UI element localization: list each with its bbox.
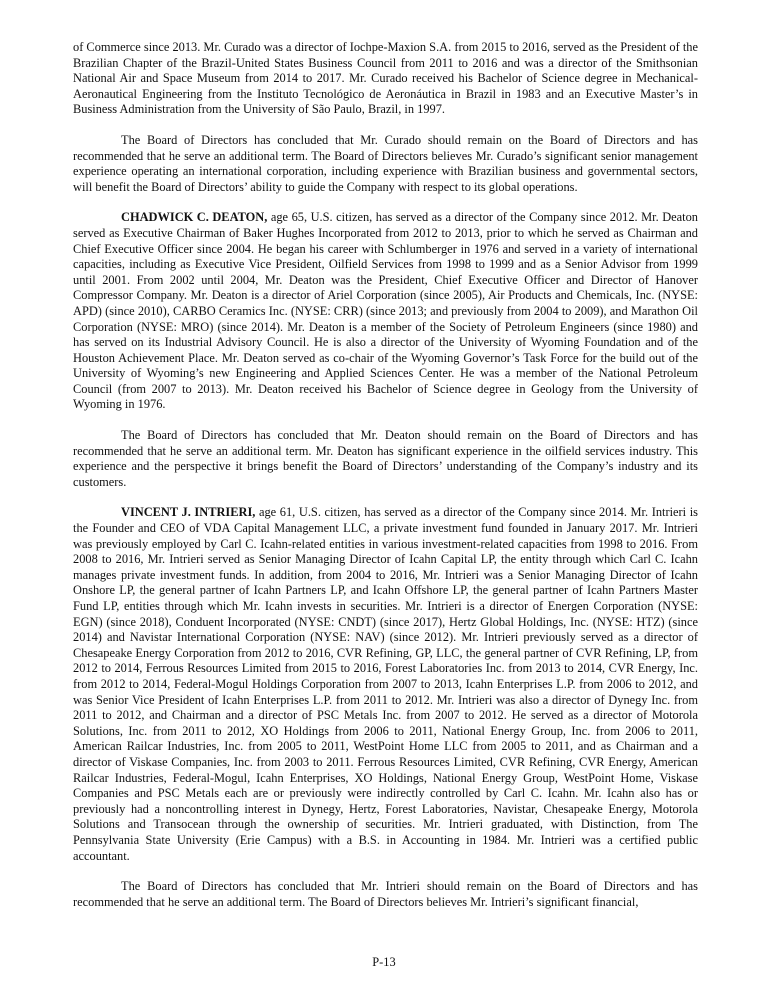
paragraph-curado-conclusion: The Board of Directors has concluded that Mr. Curado should remain on the Board of Directors and has recommended that he serve an additional term. The Board of Directors believes Mr. Curado’s significant senior management experience operating an international corporation, including experience with Brazilian business and governmental sectors, will benefit the Board of Directors’ ability to guide the Company with respect to its global operations. xyxy=(73,132,698,194)
paragraph-intrieri-bio xyxy=(73,505,698,864)
deaton-bio-text: age 65, U.S. citizen, has served as a director of the Company since 2012. Mr. Deaton served as Executive Chairman of Baker Hughes Incorporated from 2012 to 2013, prior to which he served as Chairman and Chief Executive Officer since 2004. He began his career with Schlumberger in 1976 and served in a variety of international capacities, including as Executive Vice President, Oilfield Services from 1998 to 1999 and as a Senior Advisor from 1999 until 2001. From 2002 until 2004, Mr. Deaton was the President, Chief Executive Officer and Director of Hanover Compressor Company. Mr. Deaton is a director of Ariel Corporation (since 2005), Air Products and Chemicals, Inc. (NYSE: APD) (since 2010), CARBO Ceramics Inc. (NYSE: CRR) (since 2013; and previously from 2004 to 2009), and Marathon Oil Corporation (NYSE: MRO) (since 2014). Mr. Deaton is a member of the Society of Petroleum Engineers (since 1980) and has served on its Industrial Advisory Council. He is also a director of the University of Wyoming Foundation and of the Houston Achievement Place. Mr. Deaton served as co-chair of the Wyoming Governor’s Task Force for the build out of the University of Wyoming’s new Engineering and Applied Sciences Center. He was a member of the National Petroleum Council (from 2007 to 2013). Mr. Deaton received his Bachelor of Science degree in Geology from the University of Wyoming in 1976. xyxy=(73,210,698,412)
intrieri-bio-text: age 61, U.S. citizen, has served as a director of the Company since 2014. Mr. Intrieri is the Founder and CEO of VDA Capital Management LLC, a private investment fund founded in January 2017. Mr. Intrieri was previously employed by Carl C. Icahn-related entities in various investment-related capacities from 1998 to 2016. From 2008 to 2016, Mr. Intrieri served as Senior Managing Director of Icahn Capital LP, the entity through which Carl C. Icahn manages private investment funds. In addition, from 2004 to 2016, Mr. Intrieri was a Senior Managing Director of Icahn Onshore LP, the general partner of Icahn Partners LP, and Icahn Offshore LP, the general partner of Icahn Partners Master Fund LP, entities through which Mr. Icahn invests in securities. Mr. Intrieri is a director of Energen Corporation (NYSE: EGN) (since 2018), Conduent Incorporated (NYSE: CNDT) (since 2017), Hertz Global Holdings, Inc. (NYSE: HTZ) (since 2014) and Navistar International Corporation (NYSE: NAV) (since 2012). Mr. Intrieri previously served as a director of Chesapeake Energy Corporation from 2012 to 2016, CVR Refining, GP, LLC, the general partner of CVR Refining, LP, from 2012 to 2014, Ferrous Resources Limited from 2015 to 2016, Forest Laboratories Inc. from 2013 to 2014, CVR Energy, Inc. from 2012 to 2014, Federal-Mogul Holdings Corporation from 2007 to 2013, Icahn Enterprises L.P. from 2006 to 2012, and was Senior Vice President of Icahn Enterprises L.P. from 2011 to 2012. Mr. Intrieri was also a director of Dynegy Inc. from 2011 to 2012, and Chairman and a director of PSC Metals Inc. from 2007 to 2012. He served as a director of Motorola Solutions, Inc. from 2011 to 2012, XO Holdings from 2006 to 2011, National Energy Group, Inc. from 2006 to 2011, American Railcar Industries, Inc. from 2005 to 2011, WestPoint Home LLC from 2005 to 2011, and as Chairman and a director of Viskase Companies, Inc. from 2003 to 2011. Ferrous Resources Limited, CVR Refining, CVR Energy, American Railcar Industries, Federal-Mogul, Icahn Enterprises, XO Holdings, National Energy Group, WestPoint Home, Viskase Companies and PSC Metals each are or previously were indirectly controlled by Carl C. Icahn. Mr. Icahn also has or previously had a noncontrolling interest in Dynegy, Hertz, Forest Laboratories, Navistar, Chesapeake Energy, Motorola Solutions and Transocean through the ownership of securities. Mr. Intrieri graduated, with Distinction, from The Pennsylvania State University (Erie Campus) with a B.S. in Accounting in 1984. Mr. Intrieri was a certified public accountant. xyxy=(73,505,698,863)
director-name-deaton: CHADWICK C. DEATON, xyxy=(121,210,268,225)
director-name-intrieri: VINCENT J. INTRIERI, xyxy=(121,505,256,520)
paragraph-intrieri-conclusion: The Board of Directors has concluded that Mr. Intrieri should remain on the Board of Directors and has recommended that he serve an additional term. The Board of Directors believes Mr. Intrieri’s significant financial, xyxy=(73,879,698,909)
paragraph-deaton-conclusion: The Board of Directors has concluded that Mr. Deaton should remain on the Board of Directors and has recommended that he serve an additional term. Mr. Deaton has significant experience in the oilfield services industry. This experience and the perspective it brings benefit the Board of Directors’ understanding of the Company’s industry and its customers. xyxy=(73,428,698,489)
paragraph-curado-bio: of Commerce since 2013. Mr. Curado was a director of Iochpe-Maxion S.A. from 2015 to 2016, served as the President of the Brazilian Chapter of the Brazil-United States Business Council from 2011 to 2016 and was a director of the Smithsonian National Air and Space Museum from 2014 to 2017. Mr. Curado received his Bachelor of Science degree in Mechanical-Aeronautical Engineering from the Instituto Tecnológico de Aeronáutica in Brazil in 1983 and an Executive Master’s in Business Administration from the University of São Paulo, Brazil, in 1997. xyxy=(73,40,698,117)
paragraph-deaton-bio xyxy=(73,210,698,413)
document-body xyxy=(73,40,698,925)
page-number: P-13 xyxy=(372,955,396,969)
